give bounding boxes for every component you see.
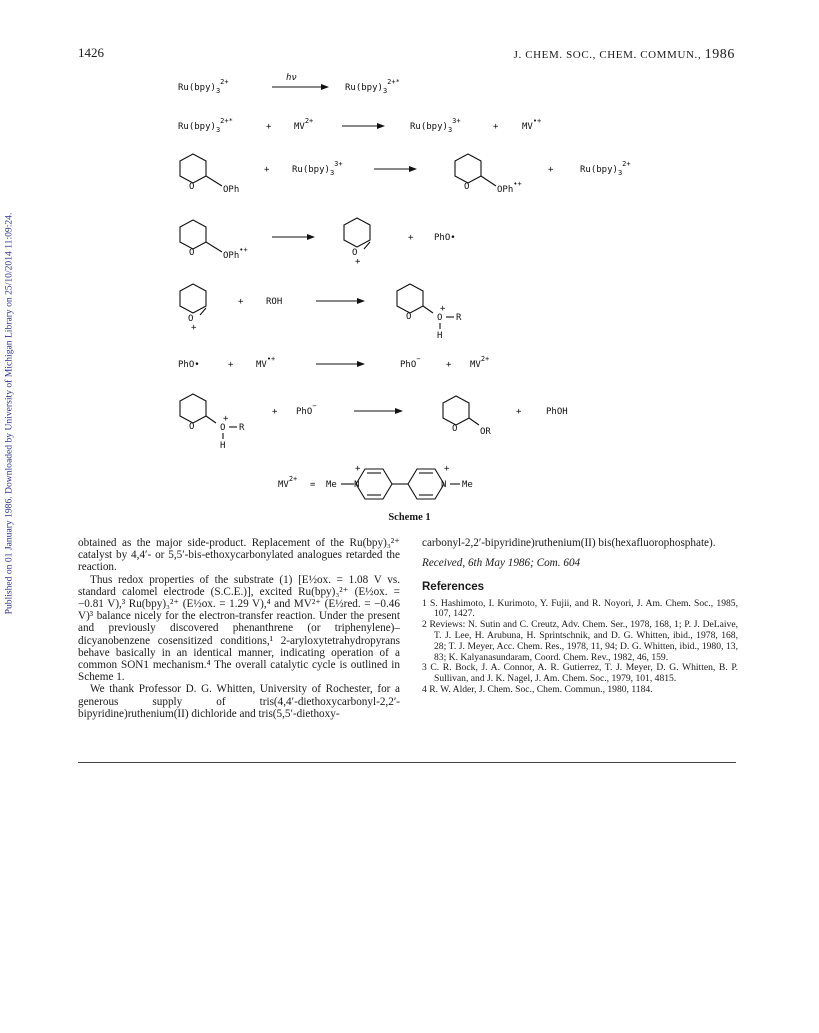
reference-item: 3 C. R. Bock, J. A. Connor, A. R. Gutierrez, T. J. Meyer, D. G. Whitten, B. P. Sullivan, and J. K. Nagel, J. Am. Chem. Soc., 1979, 101, 4815. bbox=[422, 662, 738, 685]
reference-item: 4 R. W. Alder, J. Chem. Soc., Chem. Commun., 1980, 1184. bbox=[422, 683, 653, 695]
svg-text:Me: Me bbox=[462, 480, 473, 490]
svg-text:OPh: OPh bbox=[223, 185, 240, 195]
thp-oph-radical-cation bbox=[455, 154, 522, 195]
journal-year: 1986 bbox=[704, 47, 735, 62]
label-hv: hν bbox=[286, 73, 297, 83]
label-mv-radical: MV•+ bbox=[256, 355, 276, 370]
plus-sign: + bbox=[238, 297, 244, 307]
label-mv2: $MV^{2+}$ bbox=[470, 355, 490, 370]
left-column bbox=[78, 537, 400, 720]
oxocarbenium-ion bbox=[344, 218, 370, 267]
thp-oph-radical-cation bbox=[180, 220, 248, 261]
plus-sign: + bbox=[446, 360, 452, 370]
plus-sign: + bbox=[516, 407, 522, 417]
plus-sign: + bbox=[228, 360, 234, 370]
journal-name: J. CHEM. SOC., CHEM. COMMUN., bbox=[513, 49, 702, 61]
thp-or-product bbox=[443, 396, 491, 437]
paragraph: obtained as the major side-product. Replacement of the Ru(bpy)₃²⁺ catalyst by 4,4′- or 5,5′-bis-ethoxycarbonylated analogues retarded the reaction. bbox=[78, 537, 400, 574]
paragraph: Thus redox properties of the substrate (1) [E½ox. = 1.08 V vs. standard calomel electrode (S.C.E.)], excited Ru(bpy)₃²⁺ (E½ox. = −0.81 V),³ Ru(bpy)₃²⁺ (E½ox. = 1.29 V),⁴ and MV²⁺ (E½red. = −0.46 V)³ balance nicely for the electron-transfer reaction. Under the present and previously discovered phenanthrene (or triphenylene)–dicyanobenzene cosensitized conditions,¹ 2-aryloxytetrahydropyrans behave basically in an identical manner, indicating operation of a common SON1 mechanism.⁴ The overall catalytic cycle is outlined in Scheme 1. bbox=[78, 573, 400, 684]
protonated-acetal bbox=[180, 394, 245, 451]
svg-text:O: O bbox=[189, 248, 195, 258]
svg-text:OPh•+: OPh•+ bbox=[497, 180, 522, 195]
reaction-scheme bbox=[0, 0, 819, 510]
svg-text:Me: Me bbox=[326, 480, 337, 490]
svg-text:+: + bbox=[355, 257, 361, 267]
label-phenoxide: PhO− bbox=[296, 402, 317, 417]
received-date: Received, 6th May 1986; Com. 604 bbox=[422, 557, 581, 570]
svg-text:+: + bbox=[191, 323, 197, 333]
scheme-row-2 bbox=[178, 117, 541, 134]
plus-sign: + bbox=[266, 122, 272, 132]
scheme-row-6 bbox=[178, 355, 489, 370]
label-phenoxy-radical: PhO• bbox=[434, 233, 456, 243]
label-ru2-regen: $Ru(bpy)_3^{2+}$ bbox=[580, 160, 631, 177]
scheme-row-1 bbox=[178, 73, 400, 95]
plus-sign: + bbox=[493, 122, 499, 132]
svg-text:N: N bbox=[441, 480, 447, 490]
label-ru-bpy: $Ru(bpy)_3^{2+}$ bbox=[178, 78, 229, 95]
scheme-row-4 bbox=[180, 218, 456, 267]
protonated-acetal bbox=[397, 284, 462, 341]
label-mv-radical: MV•+ bbox=[522, 117, 542, 132]
plus-sign: + bbox=[264, 165, 270, 175]
label-ru-excited-2: $Ru(bpy)_3^{2+*}$ bbox=[178, 117, 233, 134]
right-column bbox=[422, 537, 738, 696]
svg-text:R: R bbox=[239, 423, 245, 433]
label-phenoxide: PhO− bbox=[400, 355, 421, 370]
svg-text:H: H bbox=[220, 441, 226, 451]
svg-text:N: N bbox=[354, 480, 360, 490]
paragraph: carbonyl-2,2′-bipyridine)ruthenium(II) bis(hexafluorophosphate). bbox=[422, 537, 716, 549]
reference-item: 2 Reviews: N. Sutin and C. Creutz, Adv. Chem. Ser., 1978, 168, 1; P. J. DeLaive, T. J. Lee, H. Arubuna, H. Sprintschnik, and D. G. Whitten, ibid., 1978, 168, 28; T. J. Meyer, Acc. Chem. Res., 1978, 11, 94; D. G. Whitten, ibid., 1980, 13, 83; K. Kalyanasundaram, Coord. Chem. Rev., 1982, 46, 159. bbox=[422, 619, 738, 663]
label-ru-excited: $Ru(bpy)_3^{2+*}$ bbox=[345, 78, 400, 95]
plus-sign: + bbox=[408, 233, 414, 243]
svg-text:O: O bbox=[189, 422, 195, 432]
plus-sign: + bbox=[272, 407, 278, 417]
reference-item: 1 S. Hashimoto, I. Kurimoto, Y. Fujii, and R. Noyori, J. Am. Chem. Soc., 1985, 107, 1427. bbox=[422, 597, 738, 620]
svg-text:+: + bbox=[223, 414, 229, 424]
page-number: 1426 bbox=[78, 45, 104, 60]
svg-text:H: H bbox=[437, 331, 443, 341]
methyl-viologen-definition bbox=[278, 464, 473, 499]
label-roh: ROH bbox=[266, 297, 283, 307]
label-phenoxy-radical: PhO• bbox=[178, 360, 200, 370]
svg-text:O: O bbox=[220, 423, 226, 433]
thp-oph-structure bbox=[180, 154, 239, 195]
references-heading: References bbox=[422, 581, 485, 594]
scheme-row-5 bbox=[180, 284, 462, 341]
svg-text:+: + bbox=[440, 304, 446, 314]
label-phenol: PhOH bbox=[546, 407, 568, 417]
scheme-caption: Scheme 1 bbox=[388, 512, 431, 523]
plus-sign: + bbox=[548, 165, 554, 175]
svg-text:O: O bbox=[406, 312, 412, 322]
bottom-rule bbox=[78, 762, 736, 763]
svg-text:R: R bbox=[456, 313, 462, 323]
svg-text:O: O bbox=[437, 313, 443, 323]
svg-text:O: O bbox=[189, 182, 195, 192]
label-ru3: $Ru(bpy)_3^{3+}$ bbox=[410, 117, 461, 134]
svg-text:+: + bbox=[355, 464, 361, 474]
svg-text:=: = bbox=[310, 480, 316, 490]
label-ru3: $Ru(bpy)_3^{3+}$ bbox=[292, 160, 343, 177]
download-watermark-text[interactable]: Published on 01 January 1986. Downloaded by University of Michigan Library on 25/10/2014 11:09:24. bbox=[3, 212, 15, 615]
svg-text:OR: OR bbox=[480, 427, 491, 437]
oxocarbenium-ion bbox=[180, 284, 206, 333]
svg-text:O: O bbox=[188, 314, 194, 324]
label-mv2: $MV^{2+}$ bbox=[294, 117, 314, 132]
svg-text:MV2+: $MV^{2+}$ bbox=[278, 475, 298, 490]
svg-text:OPh•+: OPh•+ bbox=[223, 246, 248, 261]
svg-text:O: O bbox=[352, 248, 358, 258]
svg-text:+: + bbox=[444, 464, 450, 474]
svg-text:O: O bbox=[464, 182, 470, 192]
scheme-row-7 bbox=[180, 394, 568, 451]
paragraph: We thank Professor D. G. Whitten, University of Rochester, for a generous supply of tris(4,4′-diethoxycarbonyl-2,2′-bipyridine)ruthenium(II) dichloride and tris(5,5′-diethoxy- bbox=[78, 683, 400, 720]
svg-text:O: O bbox=[452, 424, 458, 434]
scheme-row-3 bbox=[180, 154, 631, 195]
